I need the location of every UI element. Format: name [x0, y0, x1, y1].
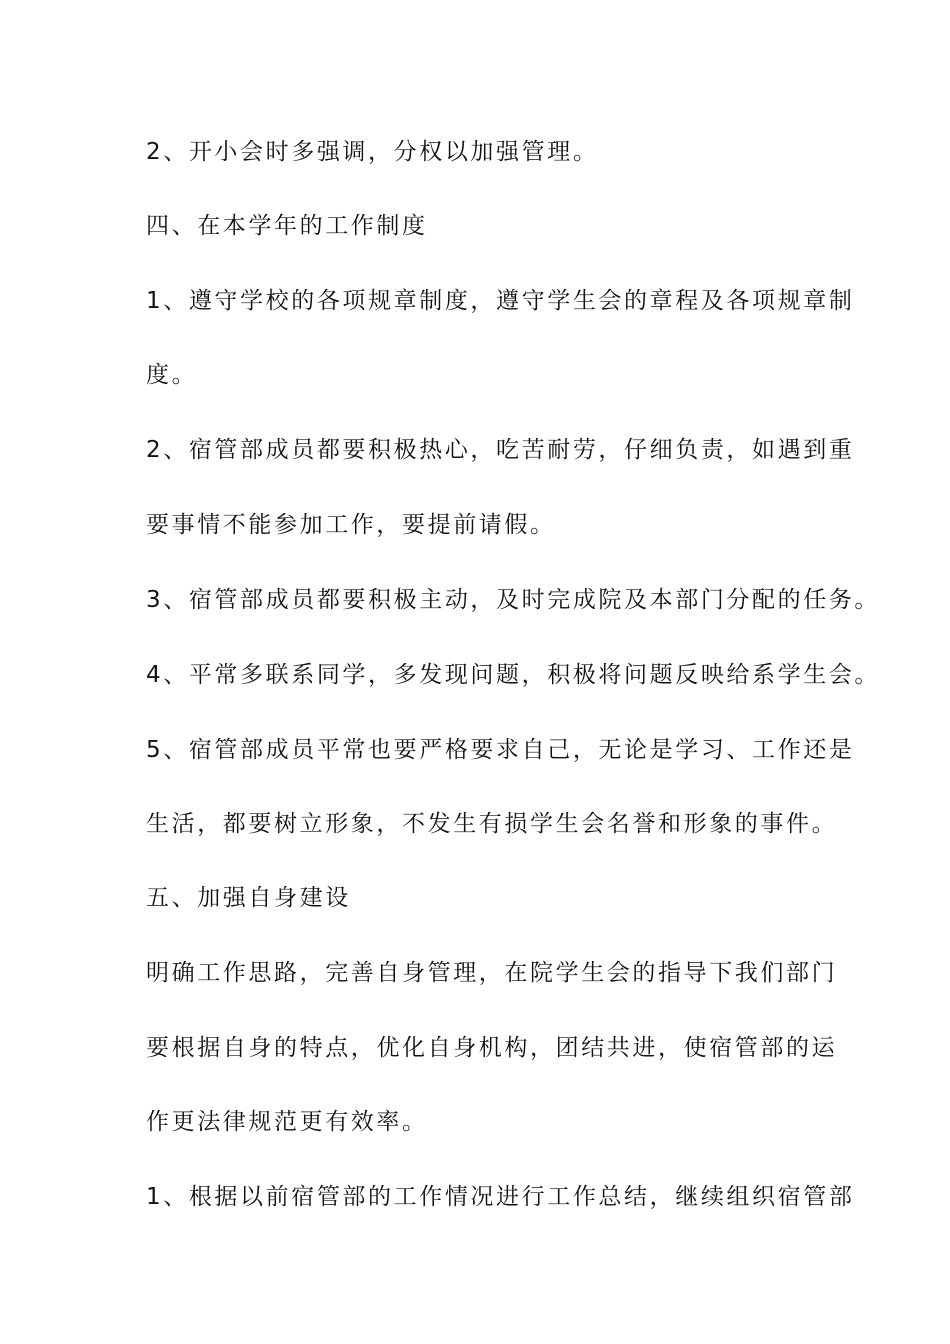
text-line-4: 度。 — [146, 362, 198, 388]
text-line-12: 明确工作思路，完善自身管理，在院学生会的指导下我们部门 — [146, 960, 838, 986]
text-line-13: 要根据自身的特点，优化自身机构，团结共进，使宿管部的运 — [146, 1035, 838, 1061]
text-line-14: 作更法律规范更有效率。 — [146, 1109, 428, 1135]
text-line-15: 1、根据以前宿管部的工作情况进行工作总结，继续组织宿管部 — [146, 1184, 855, 1210]
text-line-10: 生活，都要树立形象，不发生有损学生会名誉和形象的事件。 — [146, 811, 838, 837]
text-line-6: 要事情不能参加工作，要提前请假。 — [146, 512, 556, 538]
text-line-8: 4、平常多联系同学，多发现问题，积极将问题反映给系学生会。 — [146, 662, 881, 688]
text-line-3: 1、遵守学校的各项规章制度，遵守学生会的章程及各项规章制 — [146, 288, 855, 314]
text-line-5: 2、宿管部成员都要积极热心，吃苦耐劳，仔细负责，如遇到重 — [146, 437, 855, 463]
text-line-7: 3、宿管部成员都要积极主动，及时完成院及本部门分配的任务。 — [146, 587, 881, 613]
text-line-1: 2、开小会时多强调，分权以加强管理。 — [146, 139, 599, 165]
text-line-2: 四、在本学年的工作制度 — [146, 213, 428, 239]
text-line-9: 5、宿管部成员平常也要严格要求自己，无论是学习、工作还是 — [146, 737, 855, 763]
text-line-11: 五、加强自身建设 — [146, 885, 351, 911]
